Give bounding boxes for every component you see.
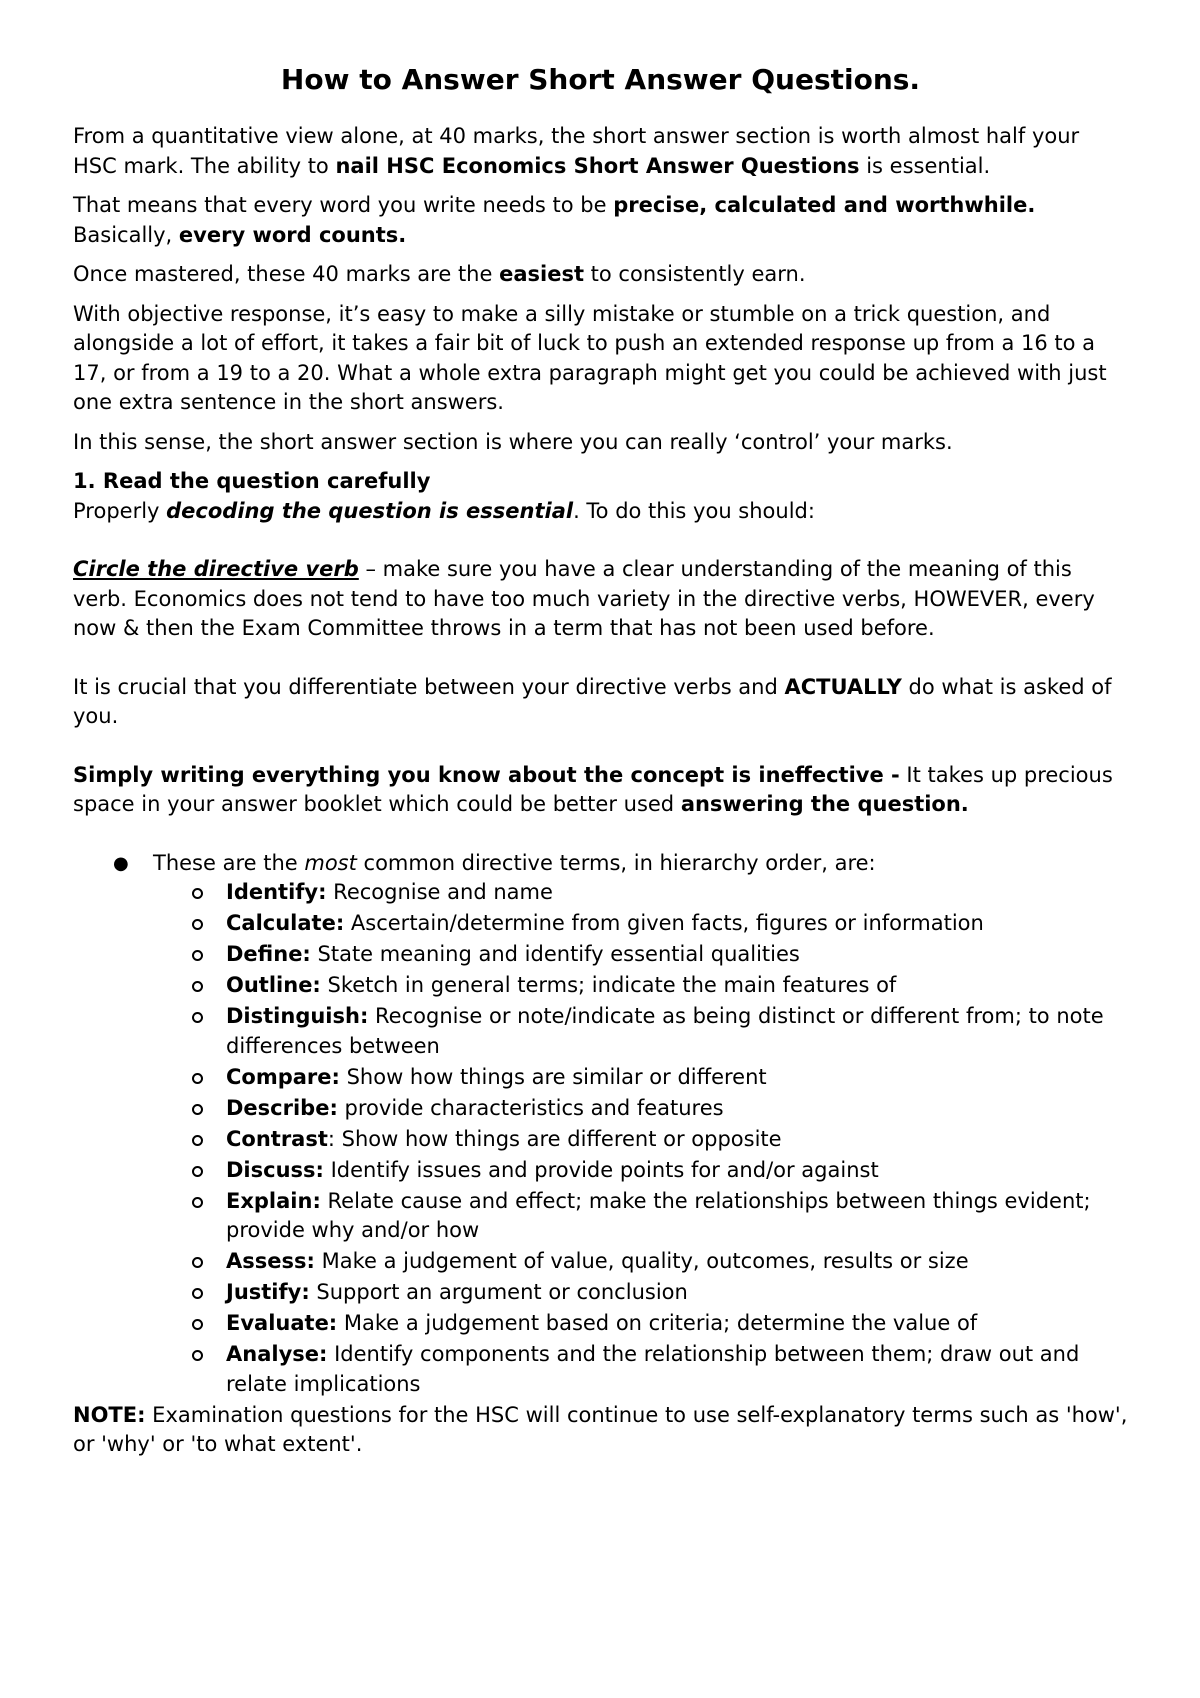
term-label: Compare: — [226, 1064, 340, 1089]
intro-paragraph-5: In this sense, the short answer section is where you can really ‘control’ your marks. — [73, 429, 953, 454]
term-label: Calculate: — [226, 911, 345, 935]
text-span: It is crucial that you differentiate between your directive verbs and — [73, 674, 785, 699]
term-definition: Make a judgement based on criteria; determine the value of — [337, 1311, 978, 1335]
text-span: . To do this you should: — [573, 498, 815, 523]
term-definition: Sketch in general terms; indicate the main features of — [320, 973, 897, 997]
text-span: Basically, — [73, 222, 179, 247]
section-title: 1. Read the question carefully — [73, 469, 431, 493]
note-label: NOTE: — [73, 1402, 146, 1427]
term-label: Outline: — [226, 973, 321, 997]
text-span: do what is asked of you. — [73, 674, 1112, 728]
term-definition: Relate cause and effect; make the relationships between things evident; provide why and/or how — [226, 1188, 1091, 1242]
term-label: Assess: — [226, 1249, 315, 1273]
circle-bullet-icon — [192, 950, 203, 961]
bold-text: precise, calculated and worthwhile. — [613, 193, 1036, 217]
directive-term-item — [73, 971, 1128, 1001]
term-label: Justify: — [226, 1280, 310, 1304]
term-definition: Show how things are similar or different — [339, 1064, 767, 1089]
circle-bullet-icon — [192, 1197, 203, 1208]
term-label: Analyse: — [226, 1342, 328, 1366]
directive-term-item — [73, 940, 1128, 970]
spacer — [73, 526, 1128, 555]
term-label: Explain: — [226, 1188, 321, 1213]
circle-bullet-icon — [192, 1257, 203, 1268]
intro-paragraph-3 — [73, 260, 1128, 290]
bold-text: answering the question. — [680, 792, 969, 816]
intro-paragraph-4: With objective response, it’s easy to make a silly mistake or stumble on a trick question, and alongside a lot of effort, it takes a fair bit of luck to push an extended response up from a 16 to a 17, or from a 19 to a 20. What a whole extra paragraph might get you could be achieved with just one extra sentence in the short answers. — [73, 301, 1107, 414]
decoding-line — [73, 497, 1128, 527]
directive-term-item — [73, 1309, 1128, 1339]
circle-bullet-icon — [192, 1012, 203, 1023]
term-definition: Ascertain/determine from given facts, figures or information — [344, 911, 984, 935]
crucial-paragraph — [73, 673, 1128, 732]
text-span: to consistently earn. — [584, 262, 806, 286]
list-item — [73, 849, 1128, 1400]
text-span: Once mastered, these 40 marks are the — [73, 262, 500, 286]
section-heading — [73, 467, 1128, 497]
spacer — [73, 820, 1128, 849]
bold-text: ACTUALLY — [784, 674, 902, 699]
directive-term-item — [73, 1002, 1128, 1061]
circle-bullet-icon — [192, 919, 203, 930]
text-span: – make sure you have a clear understanding of the meaning of this verb. Economics does not tend to have too much variety in the directive verbs, HOWEVER, every now & then the Exam Committee throws in a term that has not been used before. — [73, 557, 1095, 640]
circle-bullet-icon — [192, 1135, 203, 1146]
circle-bullet-icon — [192, 1288, 203, 1299]
text-span: These are the — [153, 850, 305, 875]
term-definition: Make a judgement of value, quality, outcomes, results or size — [314, 1249, 969, 1273]
term-definition: Support an argument or conclusion — [309, 1280, 688, 1304]
intro-paragraph-2 — [73, 191, 1128, 250]
directive-term-item — [73, 1125, 1128, 1155]
circle-bullet-icon — [192, 888, 203, 899]
directive-term-item — [73, 1094, 1128, 1124]
terms-list — [73, 849, 1128, 1400]
text-span: From a quantitative view alone, at 40 marks, the short answer section is worth almost half your HSC mark. The ability to — [73, 124, 1080, 178]
term-label: Evaluate: — [226, 1311, 338, 1335]
term-label: Contrast — [226, 1126, 328, 1151]
directive-term-item — [73, 1187, 1128, 1246]
term-definition: Recognise or note/indicate as being distinct or different from; to note differences between — [226, 1004, 1104, 1058]
term-definition: State meaning and identify essential qualities — [310, 942, 800, 966]
term-label: Describe: — [226, 1095, 338, 1120]
term-definition: provide characteristics and features — [337, 1095, 724, 1120]
bullet-icon: ● — [113, 852, 129, 874]
bold-text: easiest — [499, 262, 584, 286]
simply-paragraph — [73, 761, 1128, 820]
term-label: Define: — [226, 942, 311, 966]
text-span: It takes up precious space in your answer booklet which could be better used — [73, 762, 1113, 816]
term-definition: : Show how things are different or opposite — [327, 1126, 782, 1151]
page-title: How to Answer Short Answer Questions. — [280, 63, 921, 96]
term-label: Distinguish: — [226, 1004, 369, 1028]
text-span: Properly — [73, 498, 167, 523]
text-span: common directive terms, in hierarchy order, are: — [356, 850, 876, 875]
term-label: Identify: — [226, 880, 327, 904]
circle-bullet-icon — [192, 1073, 203, 1084]
spacer — [73, 732, 1128, 761]
bold-text: Simply writing everything you know about the concept is ineffective - — [73, 762, 900, 787]
directive-term-item — [73, 878, 1128, 908]
note-paragraph — [73, 1401, 1128, 1460]
directive-term-item — [73, 1156, 1128, 1186]
directive-terms-list — [153, 878, 1128, 1399]
directive-term-item — [73, 1247, 1128, 1277]
circle-bullet-icon — [192, 1350, 203, 1361]
directive-term-item — [73, 1063, 1128, 1093]
circle-bullet-icon — [192, 1166, 203, 1177]
term-definition: Identify issues and provide points for and/or against — [323, 1157, 879, 1182]
directive-term-item — [73, 909, 1128, 939]
intro-paragraph-1 — [73, 122, 1128, 181]
directive-term-item — [73, 1340, 1128, 1399]
italic-text: most — [304, 850, 357, 875]
directive-term-item — [73, 1278, 1128, 1308]
text-span: is essential. — [859, 153, 991, 178]
text-span: That means that every word you write needs to be — [73, 193, 614, 217]
bold-text: every word counts. — [178, 222, 407, 247]
term-definition: Recognise and name — [326, 880, 553, 904]
circle-bullet-icon — [192, 981, 203, 992]
circle-verb-paragraph — [73, 555, 1128, 644]
bold-text: nail HSC Economics Short Answer Questions — [335, 153, 860, 178]
circle-bullet-icon — [192, 1104, 203, 1115]
term-label: Discuss: — [226, 1157, 324, 1182]
underlined-text: Circle the directive verb — [73, 557, 359, 581]
circle-bullet-icon — [192, 1319, 203, 1330]
spacer — [73, 644, 1128, 673]
term-definition: Identify components and the relationship between them; draw out and relate implications — [226, 1342, 1080, 1396]
note-text: Examination questions for the HSC will continue to use self-explanatory terms such as 'how', or 'why' or 'to what extent'. — [73, 1402, 1128, 1456]
bold-italic-text: decoding the question is essential — [166, 498, 574, 523]
